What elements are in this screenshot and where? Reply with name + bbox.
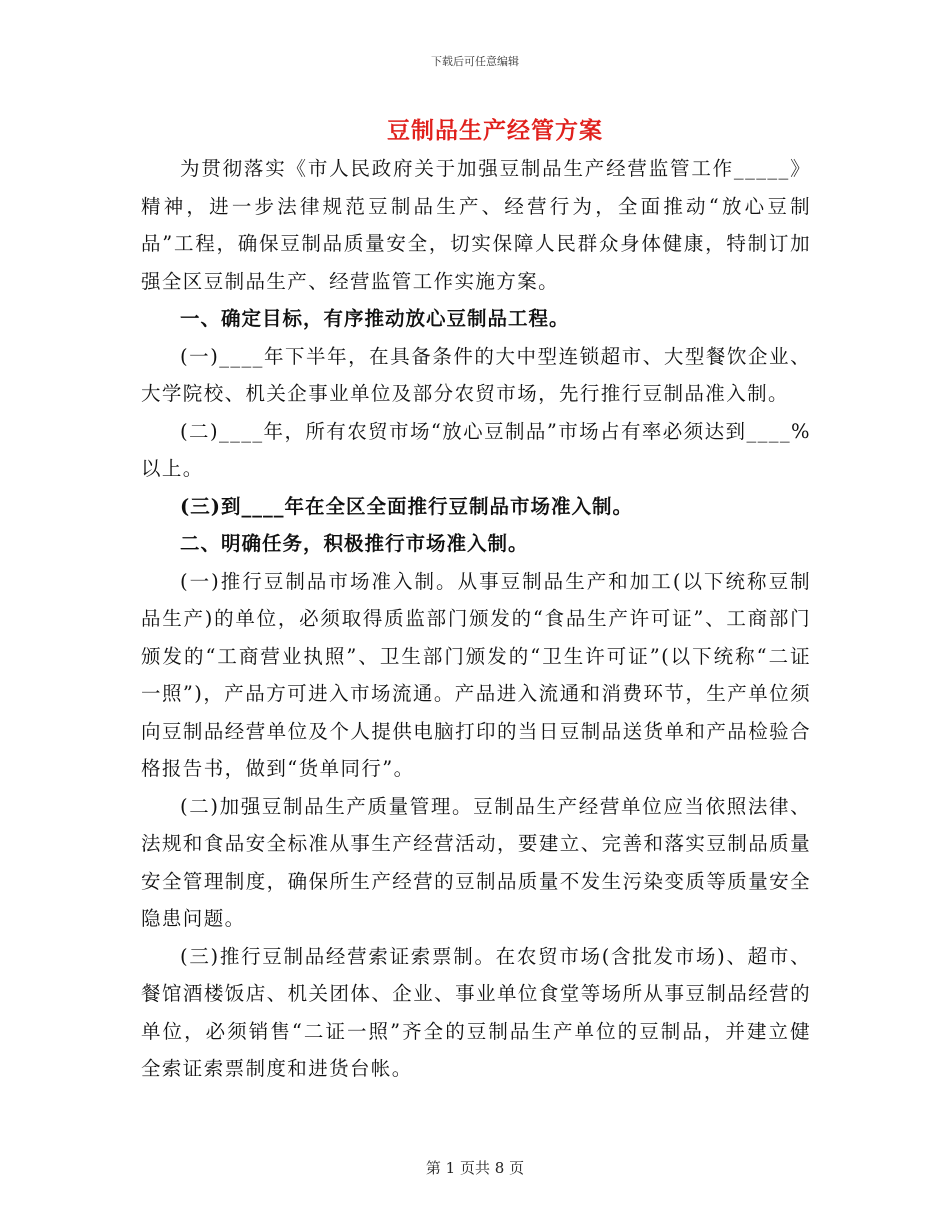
section-heading-2: 二、明确任务，积极推行市场准入制。 [180, 532, 529, 555]
document-title: 豆制品生产经管方案 [387, 117, 603, 144]
section-heading-1: 一、确定目标，有序推动放心豆制品工程。 [180, 307, 570, 330]
paragraph-intro: 为贯彻落实《市人民政府关于加强豆制品生产经营监管工作_____》精神，进一步法律规范豆制品生产、经营行为，全面推动“放心豆制品”工程，确保豆制品质量安全，切实保障人民群众身体健康，特制订加强全区豆制品生产、经营监管工作实施方案。 [141, 157, 811, 293]
paragraph-item-1-3: (三)到____年在全区全面推行豆制品市场准入制。 [180, 494, 633, 518]
paragraph-item-2-2: (二)加强豆制品生产质量管理。豆制品生产经营单位应当依照法律、法规和食品安全标准从事生产经营活动，要建立、完善和落实豆制品质量安全管理制度，确保所生产经营的豆制品质量不发生污染变质等质量安全隐患问题。 [141, 794, 811, 930]
paragraph-item-2-3: (三)推行豆制品经营索证索票制。在农贸市场(含批发市场)、超市、餐馆酒楼饭店、机关团体、企业、事业单位食堂等场所从事豆制品经营的单位，必须销售“二证一照”齐全的豆制品生产单位的豆制品，并建立健全索证索票制度和进货台帐。 [141, 944, 811, 1080]
paragraph-item-1-2: (二)____年，所有农贸市场“放心豆制品”市场占有率必须达到____%以上。 [141, 419, 811, 480]
paragraph-item-1-1: (一)____年下半年，在具备条件的大中型连锁超市、大型餐饮企业、大学院校、机关企事业单位及部分农贸市场，先行推行豆制品准入制。 [141, 344, 811, 405]
paragraph-item-2-1: (一)推行豆制品市场准入制。从事豆制品生产和加工(以下统称豆制品生产)的单位，必须取得质监部门颁发的“食品生产许可证”、工商部门颁发的“工商营业执照”、卫生部门颁发的“卫生许可证”(以下统称“二证一照”)，产品方可进入市场流通。产品进入流通和消费环节，生产单位须向豆制品经营单位及个人提供电脑打印的当日豆制品送货单和产品检验合格报告书，做到“货单同行”。 [141, 569, 811, 780]
document-body [141, 150, 811, 1088]
page-header-note: 下载后可任意编辑 [431, 55, 519, 68]
page-number: 第 1 页共 8 页 [425, 1159, 525, 1177]
